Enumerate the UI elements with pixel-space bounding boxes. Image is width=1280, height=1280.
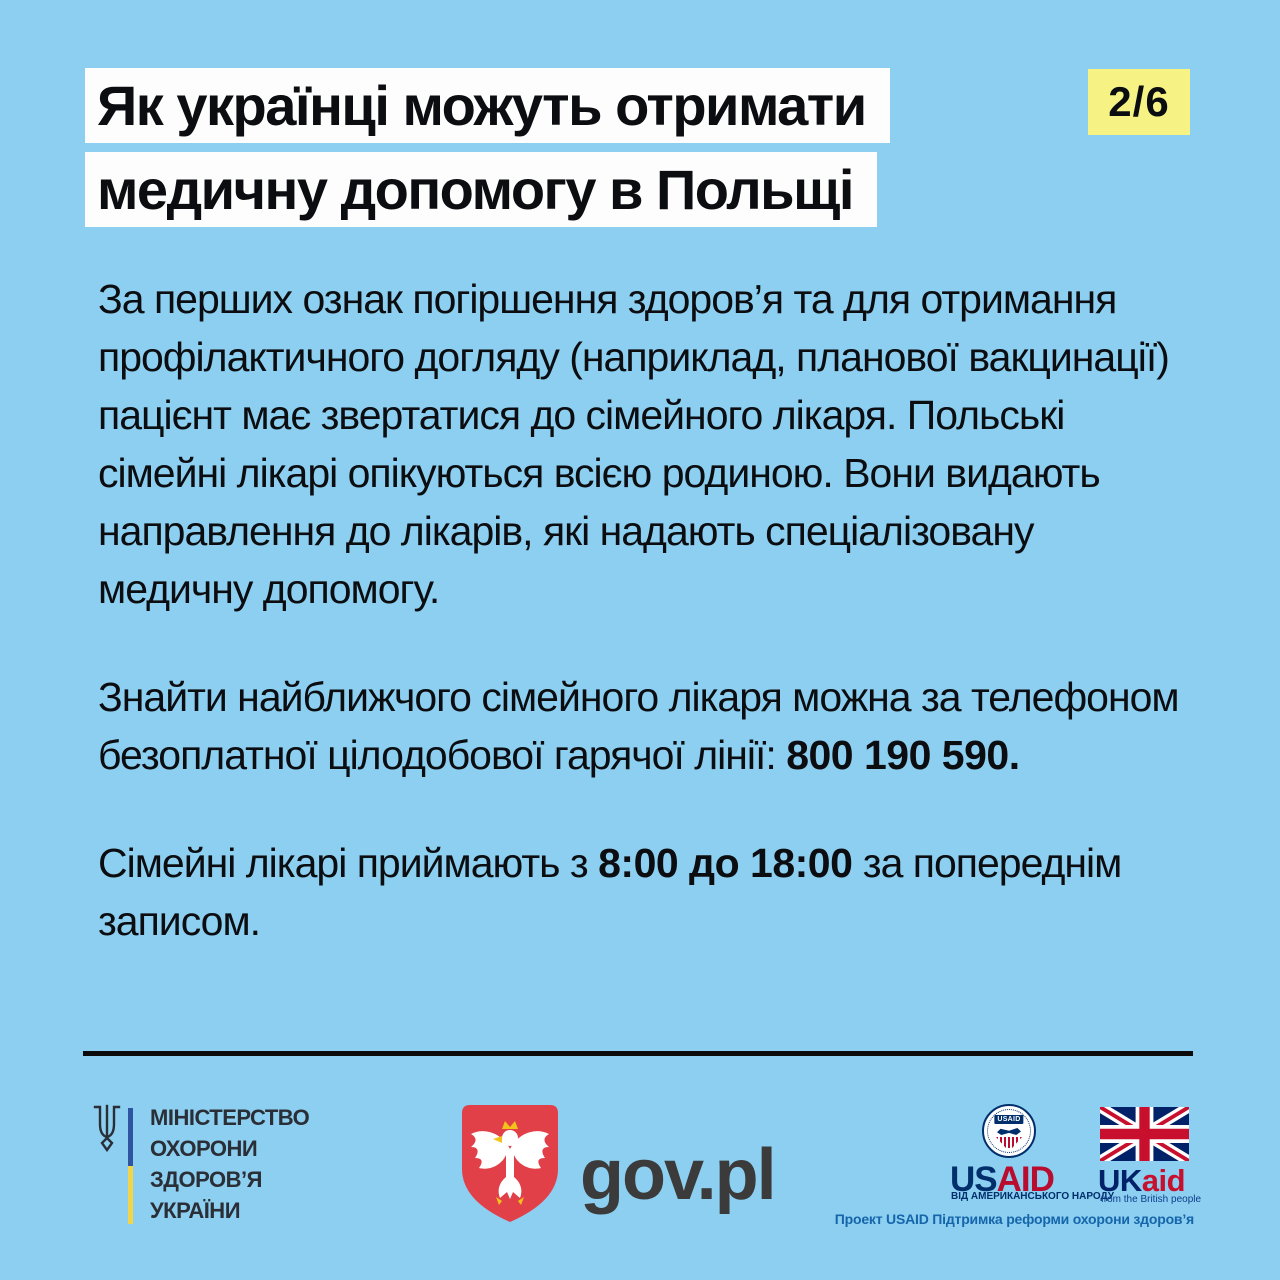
page-title [85,68,890,236]
govpl-logo-text: gov.pl [580,1135,775,1215]
ministry-name [150,1102,309,1226]
poland-coat-of-arms-icon [460,1105,560,1223]
ministry-name-line: МІНІСТЕРСТВО [150,1105,310,1130]
ministry-name-line: ОХОРОНИ [150,1136,258,1161]
hotline-text: Знайти найближчого сімейного лікаря можна за телефоном безоплатної цілодобової гарячої лінії: [98,674,1179,778]
divider-line [83,1051,1193,1056]
body-text [98,270,1186,1000]
ukaid-wordmark-uk: UK [1098,1163,1142,1198]
usaid-wordmark-aid: AID [996,1160,1054,1199]
title-line-1: Як українці можуть отримати [85,68,890,143]
hotline-phone-number: 800 190 590. [786,732,1020,778]
usaid-project-caption: Проект USAID Підтримка реформи охорони здоров’я [834,1211,1194,1227]
page-indicator-badge: 2/6 [1088,69,1190,135]
usaid-seal-icon [982,1104,1036,1158]
hours-text-post: за попереднім записом. [98,840,1122,944]
usaid-seal-label: USAID [994,1115,1023,1124]
paragraph-family-doctor: За перших ознак погіршення здоров’я та для отримання профілактичного догляду (наприклад, планової вакцинації) пацієнт має звертатися до сімейного лікаря. Польські сімейні лікарі опікуються всією родиною. Вони видають направлення до лікарів, які надають спеціалізовану медичну допомогу. [98,276,1169,612]
ministry-divider-bar [128,1108,133,1224]
ministry-name-line: УКРАЇНИ [150,1198,241,1223]
usaid-wordmark-us: US [950,1160,997,1199]
ukaid-wordmark-aid: aid [1141,1163,1186,1198]
hours-text-pre: Сімейні лікарі приймають з [98,840,599,886]
working-hours: 8:00 до 18:00 [598,840,853,886]
tryzub-icon [91,1104,123,1152]
paragraph-hours [98,834,1186,950]
uk-flag-icon [1100,1107,1189,1161]
ministry-name-line: ЗДОРОВ’Я [150,1167,262,1192]
title-line-2: медичну допомогу в Польщі [85,152,877,227]
paragraph-hotline [98,668,1186,784]
usaid-tagline: ВІД АМЕРИКАНСЬКОГО НАРОДУ [951,1191,1115,1202]
ukaid-tagline: from the British people [1101,1194,1202,1205]
